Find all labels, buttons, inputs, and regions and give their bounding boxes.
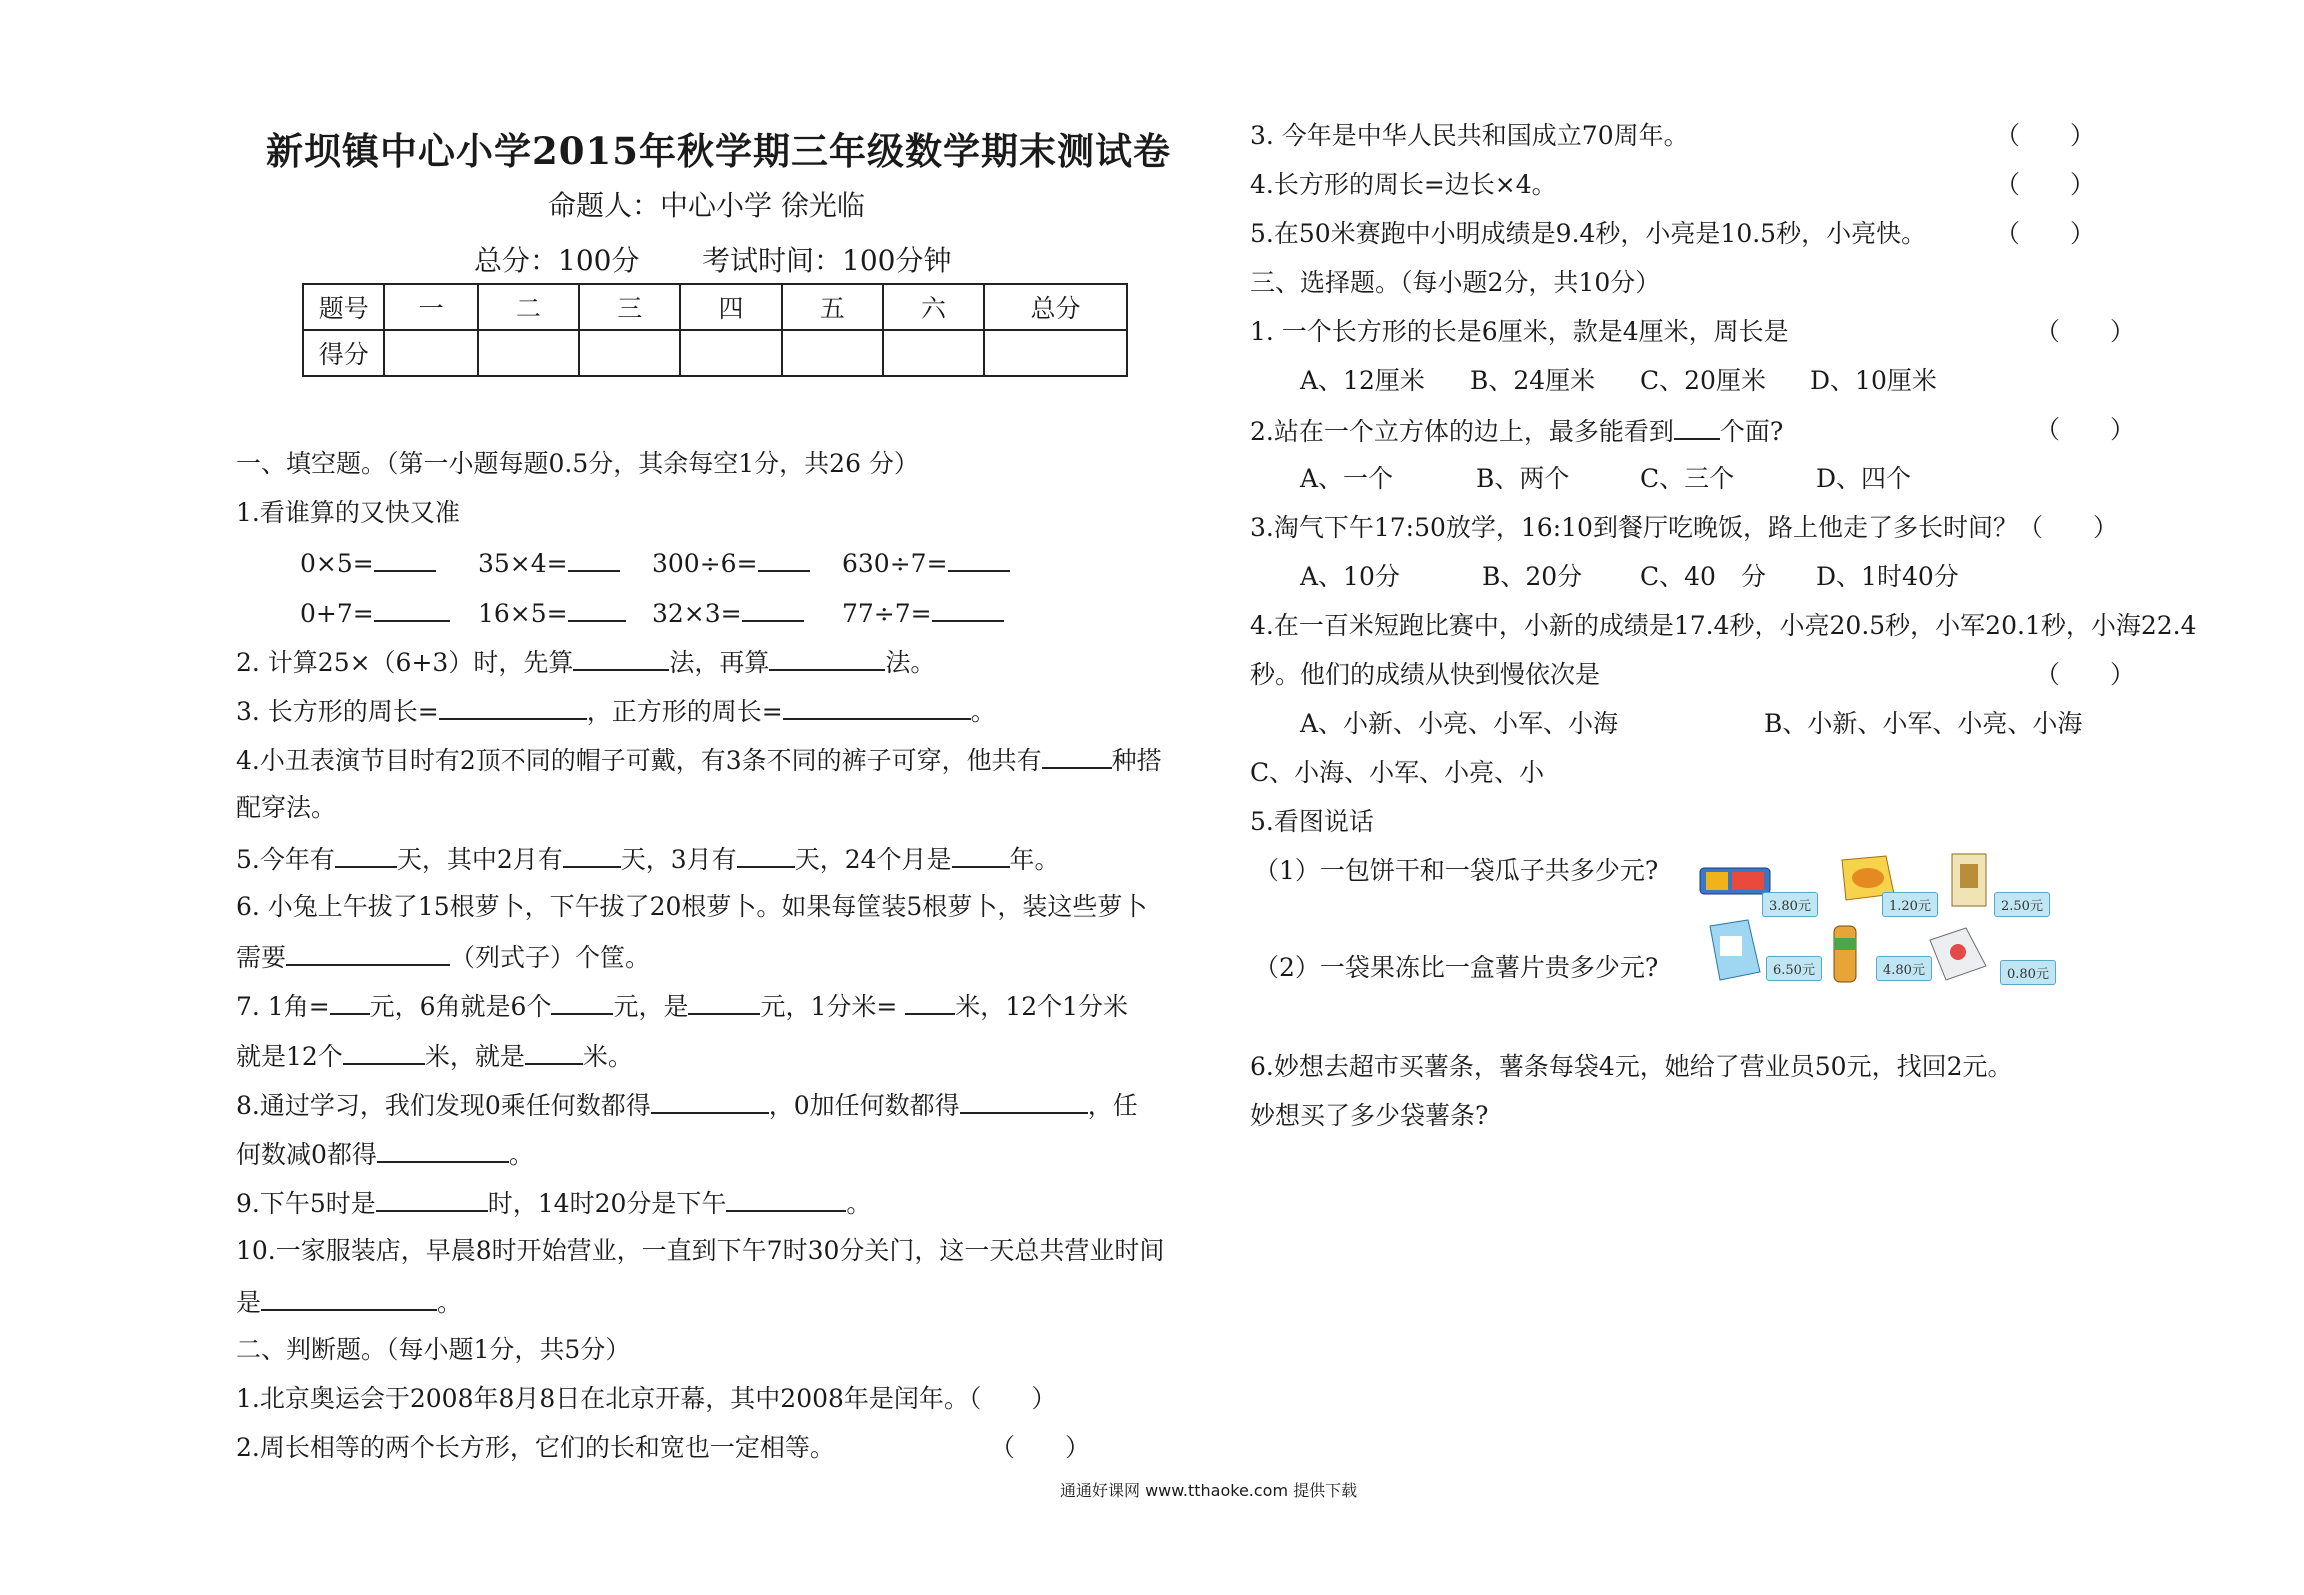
option[interactable]: A、一个 [1300, 464, 1394, 493]
footer-credit: 通通好课网 www.tthaoke.com 提供下载 [1060, 1481, 1358, 1500]
page-title: 新坝镇中心小学2015年秋学期三年级数学期末测试卷 [266, 129, 1171, 173]
price-tag: 2.50元 [1994, 892, 2050, 917]
option[interactable]: B、两个 [1476, 464, 1570, 493]
calc-item: 77÷7= [842, 596, 1004, 630]
option[interactable]: A、小新、小亮、小军、小海 [1300, 709, 1619, 738]
score-cell: 五 [782, 284, 883, 330]
answer-blank[interactable] [374, 596, 450, 622]
option[interactable]: A、12厘米 [1300, 366, 1425, 395]
answer-paren[interactable]: （ ） [2035, 660, 2136, 689]
s1-question-5: 5.今年有 天，其中2月有 天，3月有 天，24个月是 年。 [236, 842, 1060, 876]
candy-bag-icon [1930, 928, 1986, 980]
s3-question-5-1: （1）一包饼干和一袋瓜子共多少元? [1254, 856, 1659, 885]
chips-can-icon [1834, 926, 1856, 982]
answer-blank[interactable] [343, 1039, 425, 1065]
score-input[interactable] [478, 330, 579, 376]
s1-question-4: 4.小丑表演节目时有2顶不同的帽子可戴，有3条不同的裤子可穿，他共有 种搭 [236, 743, 1162, 777]
score-cell: 一 [384, 284, 477, 330]
calc-item: 0+7= [300, 596, 450, 630]
s2-question-3: 3. 今年是中华人民共和国成立70周年。 [1250, 121, 1689, 150]
option[interactable]: C、20厘米 [1640, 366, 1766, 395]
answer-blank[interactable] [783, 694, 971, 720]
option[interactable]: D、1时40分 [1816, 562, 1959, 591]
answer-paren[interactable]: （ ） [2035, 415, 2136, 444]
option[interactable]: D、四个 [1816, 464, 1912, 493]
score-cell: 三 [579, 284, 680, 330]
s2-question-4: 4.长方形的周长=边长×4。 [1250, 170, 1557, 199]
calc-item: 0×5= [300, 546, 436, 580]
answer-blank[interactable] [374, 546, 436, 572]
jelly-bag-icon [1710, 920, 1760, 980]
score-input[interactable] [384, 330, 477, 376]
option[interactable]: C、三个 [1640, 464, 1735, 493]
option[interactable]: D、10厘米 [1810, 366, 1937, 395]
answer-blank[interactable] [563, 842, 621, 868]
s1-question-1: 1.看谁算的又快又准 [236, 498, 460, 527]
answer-blank[interactable] [905, 989, 955, 1015]
answer-blank[interactable] [439, 694, 587, 720]
answer-blank[interactable] [330, 989, 370, 1015]
s1-question-8: 8.通过学习，我们发现0乘任何数都得 ，0加任何数都得 ，任 [236, 1088, 1138, 1122]
score-value-row [303, 330, 1127, 376]
price-tag: 4.80元 [1876, 956, 1932, 981]
answer-blank[interactable] [261, 1285, 437, 1311]
answer-blank[interactable] [651, 1088, 769, 1114]
answer-blank[interactable] [952, 842, 1010, 868]
biscuit-icon [1700, 868, 1770, 894]
s3-question-5: 5.看图说话 [1250, 807, 1374, 836]
s3-question-2: 2.站在一个立方体的边上，最多能看到 个面? [1250, 414, 1783, 448]
score-cell: 四 [680, 284, 781, 330]
s1-question-2: 2. 计算25×（6+3）时，先算 法，再算 法。 [236, 645, 935, 679]
answer-blank[interactable] [742, 596, 804, 622]
price-tag: 1.20元 [1882, 892, 1938, 917]
answer-blank[interactable] [758, 546, 810, 572]
option[interactable]: C、小海、小军、小亮、小 [1250, 758, 1545, 787]
score-cell: 二 [478, 284, 579, 330]
s3-question-4: 4.在一百米短跑比赛中，小新的成绩是17.4秒，小亮20.5秒，小军20.1秒，小海22.4 [1250, 611, 2197, 640]
option[interactable]: B、小新、小军、小亮、小海 [1764, 709, 2083, 738]
s1-question-9: 9.下午5时是 时，14时20分是下午 。 [236, 1186, 871, 1220]
calc-item: 35×4= [478, 546, 620, 580]
answer-blank[interactable] [688, 989, 760, 1015]
s3-question-4-cont: 秒。他们的成绩从快到慢依次是 [1250, 660, 1601, 689]
calc-item: 300÷6= [652, 546, 810, 580]
score-cell: 六 [883, 284, 984, 330]
s1-question-7-cont: 就是12个 米，就是 米。 [236, 1039, 633, 1073]
section-3-heading: 三、选择题。（每小题2分，共10分） [1250, 268, 1661, 297]
s2-question-5: 5.在50米赛跑中小明成绩是9.4秒，小亮是10.5秒，小亮快。 [1250, 219, 1927, 248]
calc-item: 630÷7= [842, 546, 1010, 580]
answer-paren[interactable]: （ ） [2035, 317, 2136, 346]
answer-paren[interactable]: （ ） [1995, 121, 2096, 150]
score-cell: 题号 [303, 284, 384, 330]
juice-box-icon [1952, 854, 1986, 906]
option[interactable]: B、24厘米 [1470, 366, 1596, 395]
answer-blank[interactable] [568, 546, 620, 572]
answer-blank[interactable] [376, 1186, 488, 1212]
s1-question-8-cont: 何数减0都得 。 [236, 1137, 534, 1171]
s1-question-6: 6. 小兔上午拔了15根萝卜，下午拔了20根萝卜。如果每筐装5根萝卜，装这些萝卜 [236, 892, 1148, 921]
s3-question-6-cont: 妙想买了多少袋薯条? [1250, 1101, 1489, 1130]
score-input[interactable] [782, 330, 883, 376]
answer-paren[interactable]: （ ） [1995, 219, 2096, 248]
price-tag: 6.50元 [1766, 956, 1822, 981]
answer-blank[interactable] [568, 596, 626, 622]
answer-blank[interactable] [737, 842, 795, 868]
score-input[interactable] [579, 330, 680, 376]
s1-question-6-cont: 需要 （列式子）个筐。 [236, 940, 650, 974]
s1-question-4-cont: 配穿法。 [236, 793, 337, 822]
calc-item: 32×3= [652, 596, 804, 630]
s2-question-1: 1.北京奥运会于2008年8月8日在北京开幕，其中2008年是闰年。（ ） [236, 1384, 1057, 1413]
answer-blank[interactable] [335, 842, 397, 868]
answer-blank[interactable] [932, 596, 1004, 622]
score-input[interactable] [883, 330, 984, 376]
answer-blank[interactable] [726, 1186, 846, 1212]
score-header-row [303, 284, 1127, 330]
section-1-heading: 一、填空题。（第一小题每题0.5分，其余每空1分，共26 分） [236, 449, 919, 478]
option[interactable]: C、40 分 [1640, 562, 1766, 591]
score-cell: 总分 [984, 284, 1127, 330]
answer-blank[interactable] [286, 940, 450, 966]
option[interactable]: A、10分 [1300, 562, 1400, 591]
price-tag: 3.80元 [1762, 892, 1818, 917]
exam-time: 考试时间：100分钟 [702, 244, 952, 277]
section-2-heading: 二、判断题。（每小题1分，共5分） [236, 1335, 631, 1364]
answer-blank[interactable] [960, 1088, 1088, 1114]
s3-question-3: 3.淘气下午17:50放学，16:10到餐厅吃晚饭，路上他走了多长时间？（ ） [1250, 513, 2118, 542]
total-score: 总分：100分 [474, 244, 640, 277]
s1-question-3: 3. 长方形的周长= ，正方形的周长= 。 [236, 694, 996, 728]
answer-paren[interactable]: （ ） [1995, 170, 2096, 199]
s1-question-10: 10.一家服装店，早晨8时开始营业，一直到下午7时30分关门，这一天总共营业时间 [236, 1236, 1165, 1265]
s1-question-7: 7. 1角= 元，6角就是6个 元，是 元，1分米= 米，12个1分米 [236, 989, 1128, 1023]
author-line: 命题人：中心小学 徐光临 [548, 189, 865, 222]
answer-blank[interactable] [769, 645, 885, 671]
answer-blank[interactable] [551, 989, 613, 1015]
price-tag: 0.80元 [2000, 960, 2056, 985]
option[interactable]: B、20分 [1482, 562, 1583, 591]
answer-blank[interactable] [1674, 414, 1720, 440]
score-input[interactable] [984, 330, 1127, 376]
answer-blank[interactable] [1042, 743, 1112, 769]
calc-item: 16×5= [478, 596, 626, 630]
answer-paren[interactable]: （ ） [990, 1433, 1091, 1462]
s3-question-5-2: （2）一袋果冻比一盒薯片贵多少元? [1254, 953, 1659, 982]
s2-question-2: 2.周长相等的两个长方形，它们的长和宽也一定相等。 [236, 1433, 835, 1462]
answer-blank[interactable] [948, 546, 1010, 572]
answer-blank[interactable] [573, 645, 669, 671]
answer-blank[interactable] [525, 1039, 583, 1065]
score-table [302, 283, 1128, 377]
s3-question-1: 1. 一个长方形的长是6厘米，款是4厘米，周长是 [1250, 317, 1789, 346]
answer-blank[interactable] [377, 1137, 509, 1163]
s1-question-10-cont: 是 。 [236, 1285, 462, 1319]
score-input[interactable] [680, 330, 781, 376]
score-cell: 得分 [303, 330, 384, 376]
s3-question-6: 6.妙想去超市买薯条，薯条每袋4元，她给了营业员50元，找回2元。 [1250, 1052, 2013, 1081]
